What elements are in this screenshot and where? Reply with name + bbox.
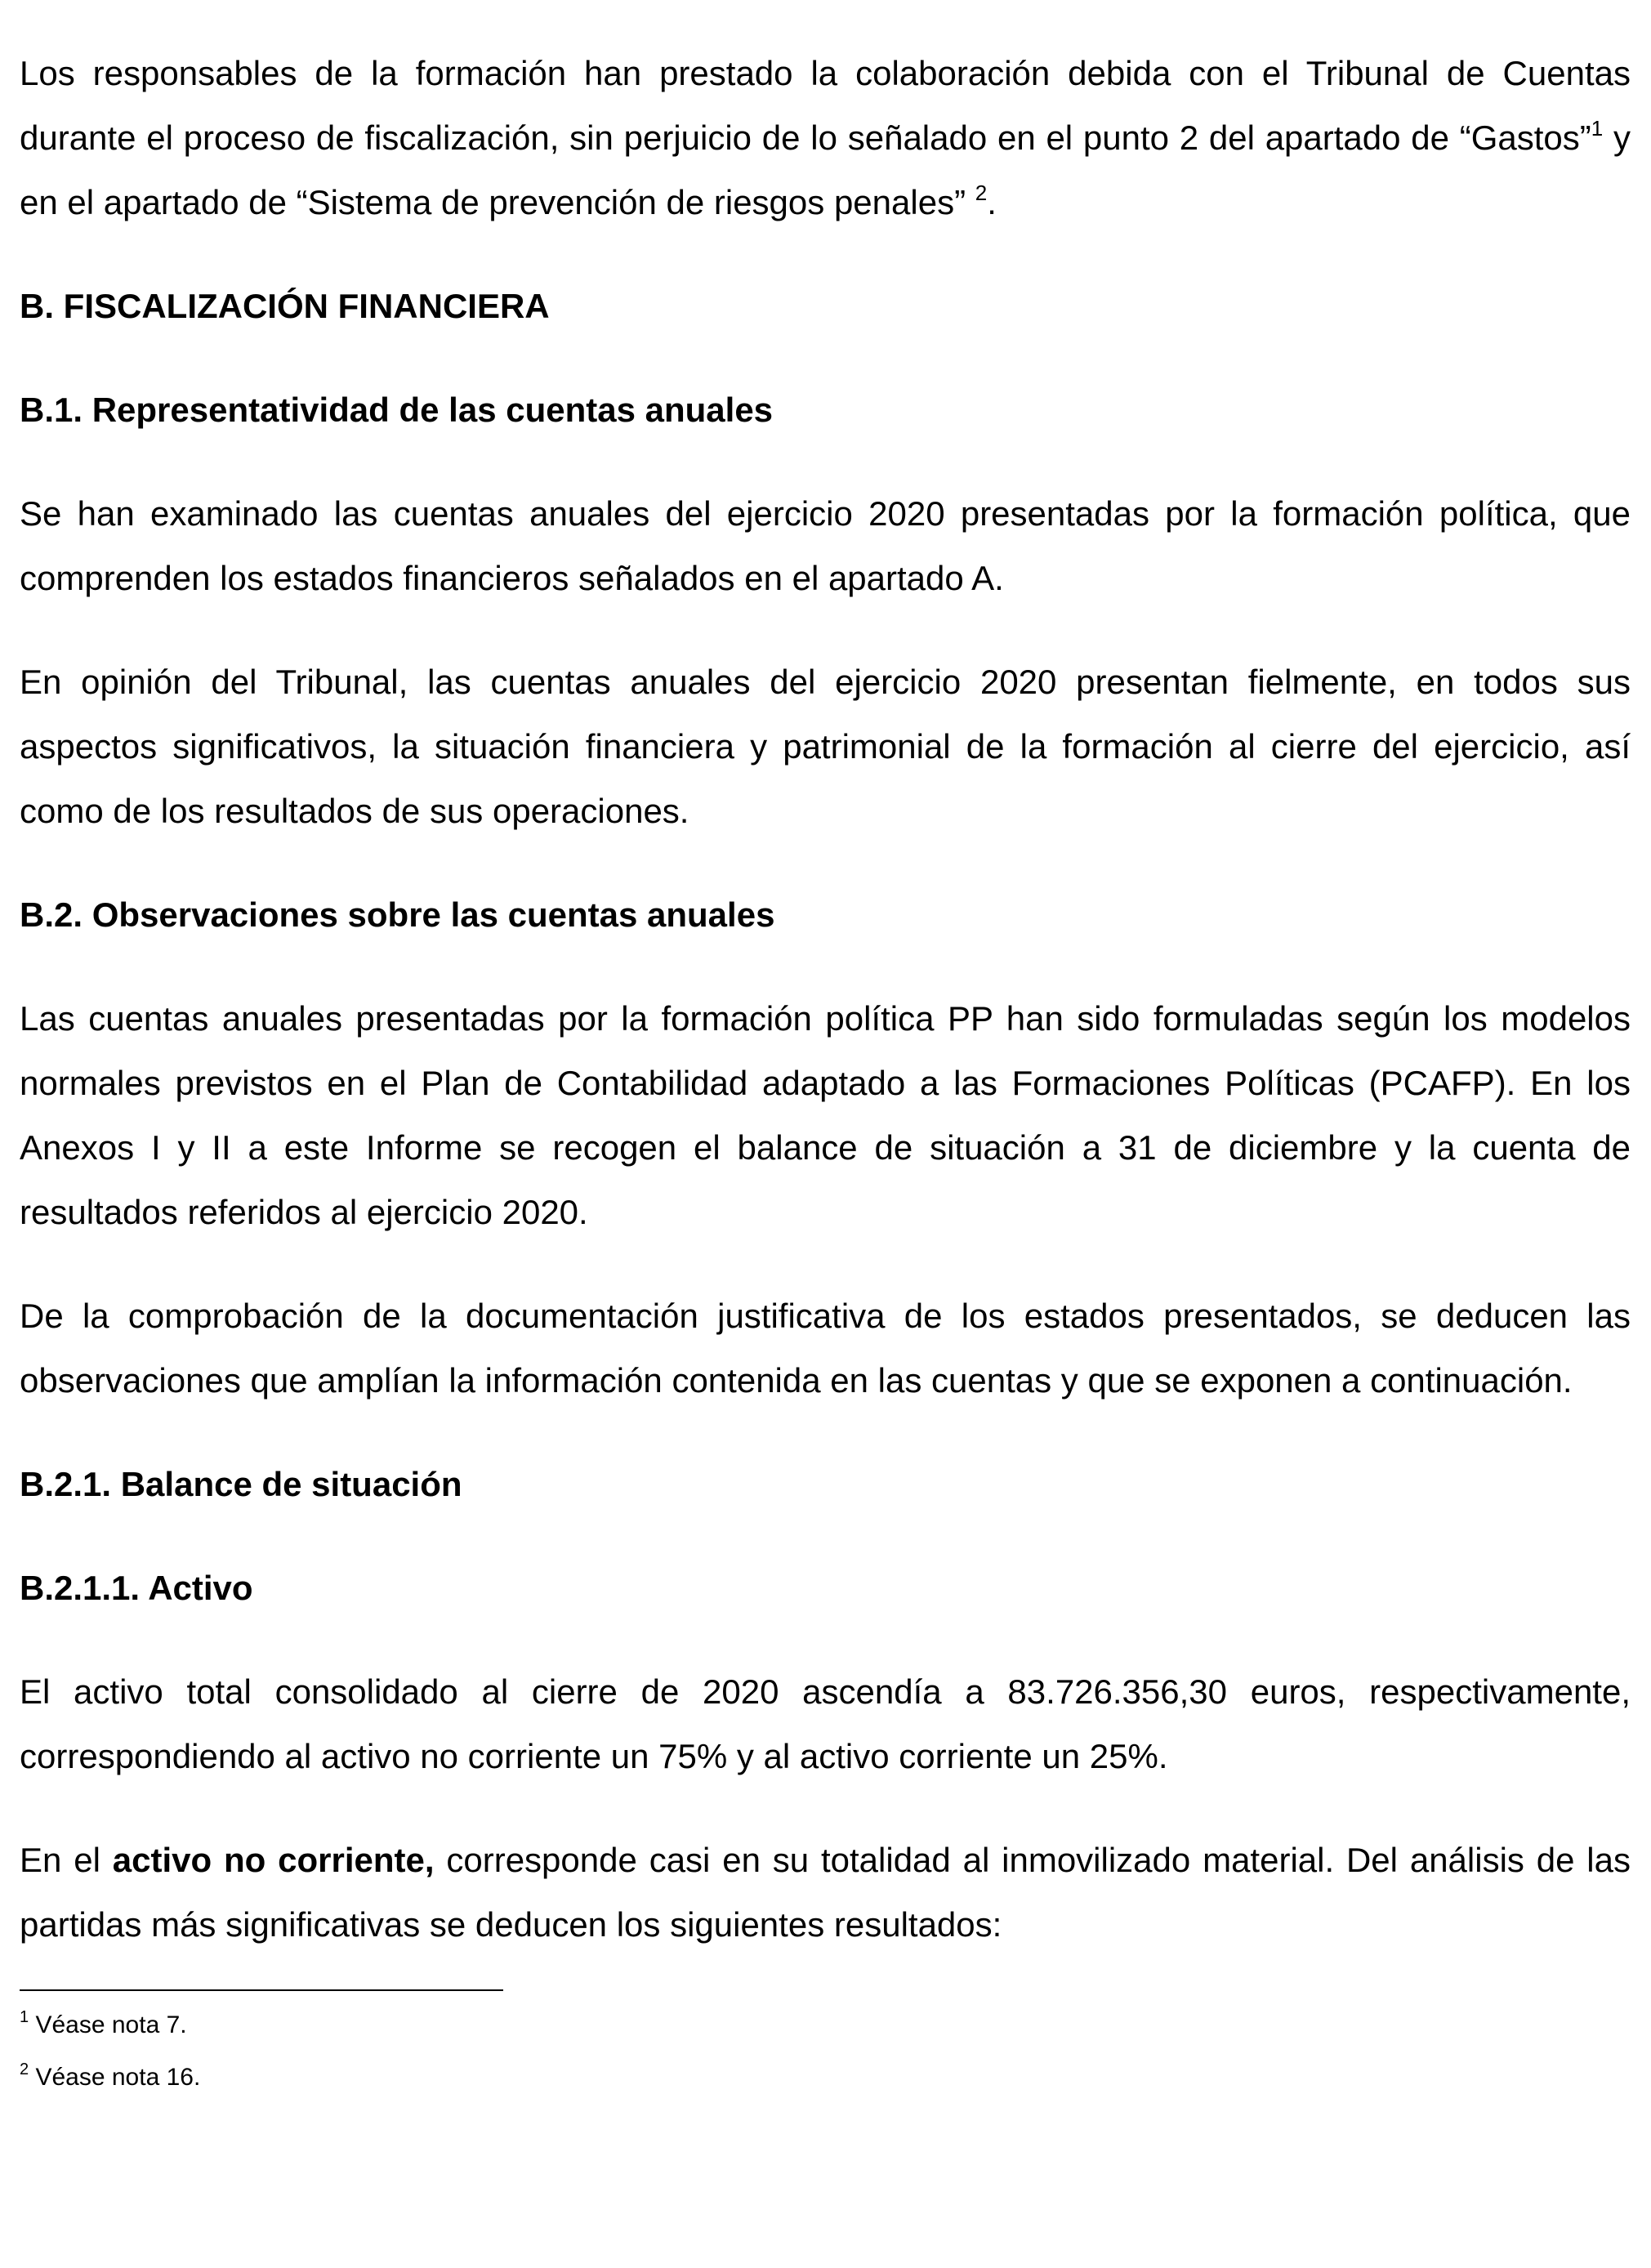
footnote-separator [20, 1989, 503, 1991]
b211-paragraph-1: El activo total consolidado al cierre de 2020 ascendía a 83.726.356,30 euros, respectivamente, correspondiendo al activo no corriente un 75% y al activo corriente un 25%. [20, 1672, 1631, 1775]
section-b2-heading: B.2. Observaciones sobre las cuentas anuales [20, 895, 775, 934]
footnote-1-text: Véase nota 7. [29, 2011, 187, 2038]
footnote-2-mark: 2 [20, 2060, 29, 2078]
b211-p2-end: corresponde casi en su totalidad al inmovilizado material. Del análisis de las partidas más significativas se deducen los siguientes resultados: [20, 1841, 1631, 1944]
intro-text-end: . [987, 183, 997, 221]
footnote-2-text: Véase nota 16. [29, 2064, 201, 2091]
footnote-1 [20, 2008, 1631, 2040]
footnote-2 [20, 2060, 1631, 2092]
footnote-ref-1[interactable]: 1 [1591, 116, 1604, 141]
b2-paragraph-1: Las cuentas anuales presentadas por la formación política PP han sido formuladas según los modelos normales previstos en el Plan de Contabilidad adaptado a las Formaciones Políticas (PCAFP). En los Anexos I y II a este Informe se recogen el balance de situación a 31 de diciembre y la cuenta de resultados referidos al ejercicio 2020. [20, 999, 1631, 1231]
document-page [20, 41, 1631, 2092]
footnote-1-mark: 1 [20, 2008, 29, 2026]
b211-p2-start: En el [20, 1841, 113, 1879]
b211-paragraph-2 [20, 1828, 1631, 1957]
intro-paragraph [20, 41, 1631, 234]
b1-paragraph-2: En opinión del Tribunal, las cuentas anuales del ejercicio 2020 presentan fielmente, en todos sus aspectos significativos, la situación financiera y patrimonial de la formación al cierre del ejercicio, así como de los resultados de sus operaciones. [20, 663, 1631, 830]
intro-text-part1: Los responsables de la formación han prestado la colaboración debida con el Tribunal de Cuentas durante el proceso de fiscalización, sin perjuicio de lo señalado en el punto 2 del apartado de “Gastos” [20, 54, 1631, 157]
b1-paragraph-1: Se han examinado las cuentas anuales del ejercicio 2020 presentadas por la formación política, que comprenden los estados financieros señalados en el apartado A. [20, 494, 1631, 597]
section-b211-heading: B.2.1.1. Activo [20, 1569, 253, 1607]
b2-paragraph-2: De la comprobación de la documentación justificativa de los estados presentados, se deducen las observaciones que amplían la información contenida en las cuentas y que se exponen a continuación. [20, 1297, 1631, 1400]
b211-p2-bold: activo no corriente, [112, 1841, 435, 1879]
section-b-heading: B. FISCALIZACIÓN FINANCIERA [20, 287, 550, 325]
footnote-ref-2[interactable]: 2 [975, 181, 988, 205]
section-b1-heading: B.1. Representatividad de las cuentas anuales [20, 391, 774, 429]
intro-text-part2: y en el apartado de “Sistema de prevención de riesgos penales” [20, 118, 1631, 221]
section-b21-heading: B.2.1. Balance de situación [20, 1465, 462, 1503]
